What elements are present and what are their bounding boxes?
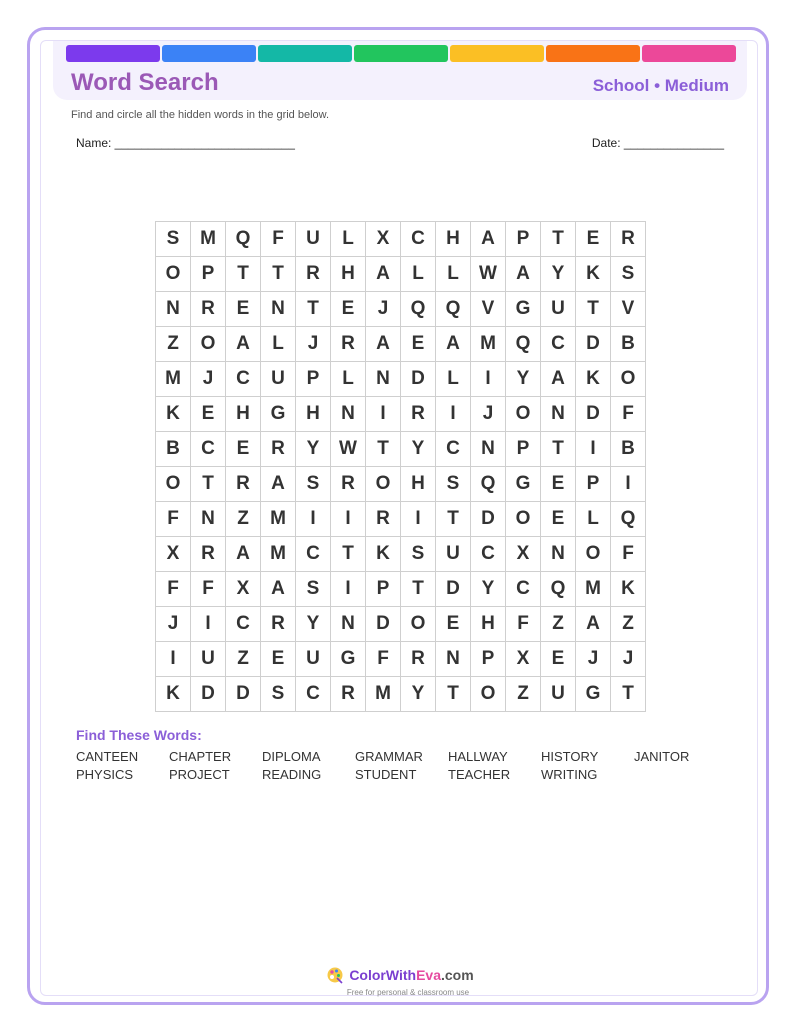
grid-cell: H <box>331 257 366 292</box>
grid-cell: S <box>156 222 191 257</box>
grid-cell: Q <box>226 222 261 257</box>
grid-cell: J <box>576 642 611 677</box>
grid-cell: T <box>436 677 471 712</box>
grid-cell: I <box>156 642 191 677</box>
color-stripe-segment <box>354 45 448 62</box>
grid-cell: U <box>296 642 331 677</box>
grid-cell: P <box>366 572 401 607</box>
grid-cell: I <box>611 467 646 502</box>
grid-cell: I <box>366 397 401 432</box>
word-list-item: WRITING <box>541 767 598 782</box>
grid-cell: W <box>471 257 506 292</box>
word-list-item: CHAPTER <box>169 749 232 764</box>
grid-cell: O <box>471 677 506 712</box>
grid-cell: L <box>331 222 366 257</box>
grid-cell: G <box>506 467 541 502</box>
instructions-text: Find and circle all the hidden words in the grid below. <box>71 109 330 121</box>
grid-cell: M <box>261 537 296 572</box>
grid-cell: V <box>471 292 506 327</box>
word-list-item: PROJECT <box>169 767 230 782</box>
grid-cell: D <box>576 327 611 362</box>
date-field[interactable]: Date: _______________ <box>591 136 724 150</box>
grid-cell: C <box>541 327 576 362</box>
grid-cell: D <box>401 362 436 397</box>
grid-cell: I <box>191 607 226 642</box>
grid-cell: T <box>331 537 366 572</box>
grid-cell: T <box>436 502 471 537</box>
grid-cell: C <box>506 572 541 607</box>
name-field[interactable]: Name: ___________________________ <box>76 136 295 150</box>
grid-cell: U <box>541 677 576 712</box>
grid-cell: T <box>611 677 646 712</box>
grid-cell: E <box>541 467 576 502</box>
grid-cell: Q <box>506 327 541 362</box>
grid-cell: W <box>331 432 366 467</box>
grid-cell: C <box>436 432 471 467</box>
grid-cell: Z <box>506 677 541 712</box>
grid-cell: N <box>191 502 226 537</box>
grid-cell: Y <box>401 432 436 467</box>
grid-cell: P <box>506 222 541 257</box>
grid-cell: I <box>436 397 471 432</box>
grid-cell: B <box>156 432 191 467</box>
grid-cell: L <box>576 502 611 537</box>
grid-cell: D <box>471 502 506 537</box>
grid-cell: Z <box>156 327 191 362</box>
grid-cell: I <box>331 502 366 537</box>
grid-cell: T <box>296 292 331 327</box>
grid-cell: F <box>506 607 541 642</box>
word-list-item: JANITOR <box>634 749 690 764</box>
grid-cell: K <box>156 397 191 432</box>
grid-cell: T <box>576 292 611 327</box>
grid-cell: A <box>576 607 611 642</box>
grid-cell: J <box>296 327 331 362</box>
grid-cell: I <box>471 362 506 397</box>
grid-cell: D <box>576 397 611 432</box>
grid-cell: E <box>226 432 261 467</box>
grid-cell: R <box>296 257 331 292</box>
grid-cell: L <box>436 257 471 292</box>
words-heading: Find These Words: <box>76 727 202 743</box>
grid-cell: N <box>156 292 191 327</box>
grid-cell: G <box>576 677 611 712</box>
grid-cell: H <box>401 467 436 502</box>
brand-name: ColorWithEva.com <box>349 967 474 983</box>
theme-difficulty-label: School • Medium <box>592 76 729 95</box>
grid-cell: O <box>191 327 226 362</box>
grid-cell: P <box>471 642 506 677</box>
grid-cell: T <box>191 467 226 502</box>
grid-cell: N <box>331 397 366 432</box>
grid-cell: Y <box>401 677 436 712</box>
grid-cell: U <box>541 292 576 327</box>
grid-cell: F <box>156 572 191 607</box>
palette-icon <box>326 966 344 984</box>
grid-cell: U <box>191 642 226 677</box>
color-stripe-segment <box>66 45 160 62</box>
grid-cell: X <box>156 537 191 572</box>
word-list-item: DIPLOMA <box>262 749 321 764</box>
grid-cell: J <box>191 362 226 397</box>
grid-cell: G <box>331 642 366 677</box>
word-list-item: STUDENT <box>355 767 417 782</box>
grid-cell: E <box>226 292 261 327</box>
grid-cell: T <box>226 257 261 292</box>
grid-cell: T <box>401 572 436 607</box>
grid-cell: F <box>191 572 226 607</box>
grid-cell: C <box>296 677 331 712</box>
grid-cell: C <box>226 607 261 642</box>
grid-cell: T <box>366 432 401 467</box>
grid-cell: O <box>366 467 401 502</box>
grid-cell: N <box>366 362 401 397</box>
grid-cell: Y <box>296 607 331 642</box>
grid-cell: L <box>261 327 296 362</box>
grid-cell: E <box>541 642 576 677</box>
grid-cell: F <box>261 222 296 257</box>
grid-cell: E <box>191 397 226 432</box>
grid-cell: A <box>261 467 296 502</box>
grid-cell: E <box>436 607 471 642</box>
grid-cell: Y <box>296 432 331 467</box>
grid-cell: P <box>296 362 331 397</box>
word-list-item: CANTEEN <box>76 749 139 764</box>
grid-cell: O <box>401 607 436 642</box>
grid-cell: K <box>611 572 646 607</box>
grid-cell: K <box>366 537 401 572</box>
grid-cell: R <box>191 292 226 327</box>
grid-cell: P <box>191 257 226 292</box>
word-list-item: READING <box>262 767 322 782</box>
grid-cell: M <box>261 502 296 537</box>
grid-cell: F <box>156 502 191 537</box>
grid-cell: M <box>191 222 226 257</box>
grid-cell: K <box>576 257 611 292</box>
grid-cell: P <box>506 432 541 467</box>
grid-cell: I <box>576 432 611 467</box>
grid-cell: C <box>296 537 331 572</box>
grid-cell: C <box>226 362 261 397</box>
grid-cell: D <box>366 607 401 642</box>
grid-cell: H <box>471 607 506 642</box>
grid-cell: Y <box>506 362 541 397</box>
color-stripe-segment <box>450 45 544 62</box>
grid-cell: F <box>611 537 646 572</box>
grid-cell: A <box>506 257 541 292</box>
grid-cell: I <box>331 572 366 607</box>
grid-cell: G <box>261 397 296 432</box>
grid-cell: U <box>261 362 296 397</box>
grid-cell: R <box>611 222 646 257</box>
grid-cell: Q <box>471 467 506 502</box>
grid-cell: U <box>296 222 331 257</box>
grid-cell: R <box>401 397 436 432</box>
grid-cell: T <box>541 222 576 257</box>
grid-cell: H <box>226 397 261 432</box>
grid-cell: U <box>436 537 471 572</box>
grid-cell: S <box>296 467 331 502</box>
grid-cell: A <box>366 257 401 292</box>
grid-cell: R <box>331 467 366 502</box>
grid-cell: O <box>576 537 611 572</box>
grid-cell: J <box>611 642 646 677</box>
grid-cell: B <box>611 432 646 467</box>
grid-cell: A <box>226 537 261 572</box>
grid-cell: Y <box>471 572 506 607</box>
grid-cell: D <box>436 572 471 607</box>
grid-cell: R <box>366 502 401 537</box>
grid-cell: O <box>156 467 191 502</box>
grid-cell: E <box>541 502 576 537</box>
grid-cell: A <box>436 327 471 362</box>
grid-cell: Z <box>226 642 261 677</box>
grid-cell: E <box>261 642 296 677</box>
grid-cell: F <box>611 397 646 432</box>
grid-cell: A <box>541 362 576 397</box>
grid-cell: T <box>261 257 296 292</box>
grid-cell: H <box>436 222 471 257</box>
word-list-item: TEACHER <box>448 767 511 782</box>
grid-cell: X <box>226 572 261 607</box>
grid-cell: Q <box>401 292 436 327</box>
grid-cell: Z <box>541 607 576 642</box>
grid-cell: O <box>611 362 646 397</box>
grid-cell: N <box>261 292 296 327</box>
grid-cell: S <box>261 677 296 712</box>
grid-cell: O <box>506 502 541 537</box>
grid-cell: R <box>191 537 226 572</box>
grid-cell: V <box>611 292 646 327</box>
grid-cell: E <box>401 327 436 362</box>
grid-cell: O <box>506 397 541 432</box>
grid-cell: M <box>156 362 191 397</box>
grid-cell: L <box>331 362 366 397</box>
grid-cell: T <box>541 432 576 467</box>
grid-cell: O <box>156 257 191 292</box>
grid-cell: J <box>366 292 401 327</box>
grid-cell: N <box>541 537 576 572</box>
word-list-item: PHYSICS <box>76 767 134 782</box>
grid-cell: G <box>506 292 541 327</box>
word-list-item: GRAMMAR <box>355 749 423 764</box>
grid-cell: R <box>261 607 296 642</box>
grid-cell: L <box>401 257 436 292</box>
grid-cell: J <box>471 397 506 432</box>
grid-cell: B <box>611 327 646 362</box>
grid-cell: N <box>331 607 366 642</box>
grid-cell: K <box>576 362 611 397</box>
word-list-item: HALLWAY <box>448 749 508 764</box>
grid-cell: E <box>576 222 611 257</box>
grid-cell: I <box>401 502 436 537</box>
grid-cell: A <box>471 222 506 257</box>
grid-cell: R <box>401 642 436 677</box>
grid-cell: R <box>226 467 261 502</box>
grid-cell: M <box>471 327 506 362</box>
grid-cell: N <box>436 642 471 677</box>
grid-cell: A <box>226 327 261 362</box>
grid-cell: Q <box>541 572 576 607</box>
word-list <box>76 749 736 782</box>
grid-cell: C <box>401 222 436 257</box>
color-stripe <box>66 45 736 62</box>
color-stripe-segment <box>162 45 256 62</box>
grid-cell: J <box>156 607 191 642</box>
color-stripe-segment <box>642 45 736 62</box>
grid-cell: X <box>506 537 541 572</box>
grid-cell: L <box>436 362 471 397</box>
grid-cell: M <box>366 677 401 712</box>
word-list-item: HISTORY <box>541 749 599 764</box>
grid-cell: S <box>436 467 471 502</box>
grid-cell: P <box>576 467 611 502</box>
grid-cell: K <box>156 677 191 712</box>
grid-cell: Q <box>436 292 471 327</box>
grid-cell: A <box>366 327 401 362</box>
page-title: Word Search <box>71 69 219 96</box>
grid-cell: N <box>471 432 506 467</box>
grid-cell: X <box>366 222 401 257</box>
grid-cell: S <box>296 572 331 607</box>
footer <box>0 966 800 997</box>
grid-cell: D <box>191 677 226 712</box>
brand-logo-link[interactable] <box>326 966 473 984</box>
grid-cell: Q <box>611 502 646 537</box>
footer-tagline: Free for personal & classroom use <box>346 988 470 997</box>
grid-cell: Z <box>611 607 646 642</box>
letter-grid <box>155 221 646 712</box>
grid-cell: D <box>226 677 261 712</box>
grid-cell: H <box>296 397 331 432</box>
grid-cell: F <box>366 642 401 677</box>
grid-cell: I <box>296 502 331 537</box>
grid-cell: C <box>471 537 506 572</box>
grid-cell: A <box>261 572 296 607</box>
grid-cell: M <box>576 572 611 607</box>
grid-cell: S <box>611 257 646 292</box>
grid-cell: Z <box>226 502 261 537</box>
grid-cell: S <box>401 537 436 572</box>
grid-cell: X <box>506 642 541 677</box>
grid-cell: R <box>331 327 366 362</box>
grid-cell: E <box>331 292 366 327</box>
grid-cell: C <box>191 432 226 467</box>
grid-cell: R <box>261 432 296 467</box>
grid-cell: N <box>541 397 576 432</box>
color-stripe-segment <box>546 45 640 62</box>
color-stripe-segment <box>258 45 352 62</box>
grid-cell: Y <box>541 257 576 292</box>
grid-cell: R <box>331 677 366 712</box>
